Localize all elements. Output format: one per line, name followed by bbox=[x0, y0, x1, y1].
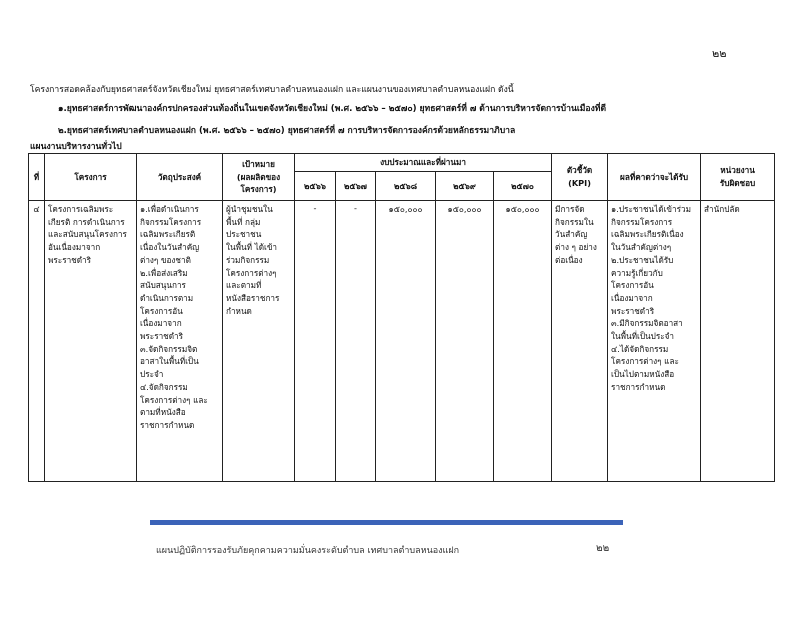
col-project-header: โครงการ bbox=[45, 154, 137, 201]
row-target bbox=[223, 201, 295, 482]
footer-bar bbox=[150, 520, 623, 525]
target-line: ผู้นำชุมชนใน bbox=[226, 204, 273, 214]
kpi-line: วันสำคัญ bbox=[555, 229, 588, 240]
kpi-line: ต่าง ๆ อย่าง bbox=[555, 242, 597, 253]
project-line: เกียรติ การดำเนินการ bbox=[48, 216, 125, 227]
expected-line: ๑.ประชาชนได้เข้าร่วม bbox=[611, 204, 691, 214]
col-expected-header: ผลที่คาดว่าจะได้รับ bbox=[608, 154, 701, 201]
row-objective bbox=[137, 201, 223, 482]
target-line: ร่วมกิจกรรม bbox=[226, 254, 270, 265]
project-line: อันเนื่องมาจาก bbox=[48, 242, 101, 253]
target-header-line: โครงการ) bbox=[240, 184, 277, 195]
expected-line: ในวันสำคัญต่างๆ bbox=[611, 242, 672, 253]
row-kpi bbox=[552, 201, 608, 482]
expected-line: พระราชดำริ bbox=[611, 305, 655, 316]
table-header-row bbox=[29, 154, 775, 172]
expected-line: ๔.ได้จัดกิจกรรม bbox=[611, 343, 669, 354]
expected-line: กิจกรรมโครงการ bbox=[611, 216, 673, 227]
budget-2567: - bbox=[336, 201, 376, 482]
target-header-line: เป้าหมาย bbox=[242, 158, 275, 169]
expected-line: ในพื้นที่เป็นประจำ bbox=[611, 331, 675, 342]
kpi-header-line: ตัวชี้วัด bbox=[566, 165, 593, 176]
header-line-2: ๑.ยุทธศาสตร์การพัฒนาองค์กรปกครองส่วนท้องถิ่นในเขตจังหวัดเชียงใหม่ (พ.ศ. ๒๕๖๖ – ๒๕๗๐) ยุทธศาสตร์ที่ ๗ ด้านการบริหารจัดการบ้านเมืองที่ดี bbox=[58, 104, 607, 114]
row-no: ๔ bbox=[29, 201, 45, 482]
objective-line: ประจำ bbox=[140, 369, 164, 380]
target-header-line: (ผลผลิตของ bbox=[236, 171, 281, 182]
row-unit: สำนักปลัด bbox=[701, 201, 775, 482]
project-line: โครงการเฉลิมพระ bbox=[48, 204, 114, 214]
objective-line: โครงการต่างๆ และ bbox=[140, 394, 208, 405]
objective-line: ๑.เพื่อดำเนินการ bbox=[140, 204, 199, 214]
objective-line: เนื่องมาจาก bbox=[140, 318, 182, 329]
col-objective-header: วัตถุประสงค์ bbox=[137, 154, 223, 201]
row-project bbox=[45, 201, 137, 482]
target-line: พื้นที่ กลุ่ม bbox=[226, 216, 261, 227]
expected-line: โครงการอัน bbox=[611, 280, 654, 291]
target-line: โครงการต่างๆ bbox=[226, 267, 277, 278]
objective-line: ดำเนินการตาม bbox=[140, 292, 194, 303]
expected-line: โครงการต่างๆ และ bbox=[611, 356, 679, 367]
budget-2569: ๑๕๐,๐๐๐ bbox=[436, 201, 494, 482]
target-line: ในพื้นที่ ได้เข้า bbox=[226, 242, 278, 253]
col-kpi-header bbox=[552, 154, 608, 201]
objective-line: โครงการอัน bbox=[140, 305, 183, 316]
page-number: ๒๒ bbox=[712, 47, 727, 60]
target-line: ประชาชน bbox=[226, 229, 262, 240]
col-unit-header bbox=[701, 154, 775, 201]
expected-line: เป็นไปตามหนังสือ bbox=[611, 369, 675, 380]
footer-text: แผนปฏิบัติการรองรับภัยคุกคามความมั่นคงระดับตำบล เทศบาลตำบลหนองแฝก bbox=[156, 546, 460, 556]
target-line: หนังสือราชการ bbox=[226, 292, 280, 303]
unit-header-line: รับผิดชอบ bbox=[719, 178, 756, 188]
year-header: ๒๕๗๐ bbox=[494, 172, 552, 201]
project-line: พระราชดำริ bbox=[48, 254, 92, 265]
table-row bbox=[29, 201, 775, 482]
header-line-1: โครงการสอดคล้องกับยุทธศาสตร์จังหวัดเชียงใหม่ ยุทธศาสตร์เทศบาลตำบลหนองแฝก และแผนงานของเทศบาลตำบลหนองแฝก ดังนี้ bbox=[30, 85, 514, 95]
objective-line: ตามที่หนังสือ bbox=[140, 407, 186, 418]
expected-line: เนื่องมาจาก bbox=[611, 292, 653, 303]
target-line: กำหนด bbox=[226, 305, 252, 316]
target-line: และตามที่ bbox=[226, 280, 262, 291]
year-header: ๒๕๖๘ bbox=[376, 172, 436, 201]
objective-line: ต่างๆ ของชาติ bbox=[140, 254, 191, 265]
budget-2566: - bbox=[295, 201, 336, 482]
header-line-4: แผนงานบริหารงานทั่วไป bbox=[30, 142, 122, 152]
kpi-header-line: (KPI) bbox=[568, 178, 591, 188]
objective-line: ราชการกำหนด bbox=[140, 419, 195, 430]
unit-header-line: หน่วยงาน bbox=[720, 165, 755, 176]
year-header: ๒๕๖๙ bbox=[436, 172, 494, 201]
expected-line: เฉลิมพระเกียรติเนื่อง bbox=[611, 229, 684, 240]
expected-line: ความรู้เกี่ยวกับ bbox=[611, 267, 663, 278]
year-header: ๒๕๖๗ bbox=[336, 172, 376, 201]
header-line-3: ๒.ยุทธศาสตร์เทศบาลตำบลหนองแฝก (พ.ศ. ๒๕๖๖ – ๒๕๗๐) ยุทธศาสตร์ที่ ๗ การบริหารจัดการองค์กรด้วยหลักธรรมาภิบาล bbox=[58, 126, 516, 136]
objective-line: เฉลิมพระเกียรติ bbox=[140, 229, 196, 240]
kpi-line: มีการจัด bbox=[555, 204, 585, 214]
year-header: ๒๕๖๖ bbox=[295, 172, 336, 201]
objective-line: พระราชดำริ bbox=[140, 331, 184, 342]
col-budget-header: งบประมาณและที่ผ่านมา bbox=[295, 154, 552, 172]
col-target-header bbox=[223, 154, 295, 201]
expected-line: ๒.ประชาชนได้รับ bbox=[611, 254, 674, 265]
objective-line: ๒.เพื่อส่งเสริม bbox=[140, 267, 188, 278]
expected-line: ราชการกำหนด bbox=[611, 381, 666, 392]
objective-line: กิจกรรมโครงการ bbox=[140, 216, 202, 227]
objective-line: สนับสนุนการ bbox=[140, 280, 186, 291]
plan-table bbox=[28, 153, 775, 482]
row-expected bbox=[608, 201, 701, 482]
col-no-header: ที่ bbox=[29, 154, 45, 201]
budget-2570: ๑๕๐,๐๐๐ bbox=[494, 201, 552, 482]
budget-2568: ๑๕๐,๐๐๐ bbox=[376, 201, 436, 482]
objective-line: อาสาในพื้นที่เป็น bbox=[140, 356, 199, 367]
objective-line: เนื่องในวันสำคัญ bbox=[140, 242, 200, 253]
objective-line: ๔.จัดกิจกรรม bbox=[140, 381, 188, 392]
footer-page-number: ๒๒ bbox=[596, 543, 610, 554]
project-line: และสนับสนุนโครงการ bbox=[48, 229, 127, 240]
kpi-line: กิจกรรมใน bbox=[555, 216, 594, 227]
expected-line: ๓.มีกิจกรรมจิตอาสา bbox=[611, 318, 683, 329]
objective-line: ๓.จัดกิจกรรมจิต bbox=[140, 343, 198, 354]
kpi-line: ต่อเนื่อง bbox=[555, 254, 583, 265]
